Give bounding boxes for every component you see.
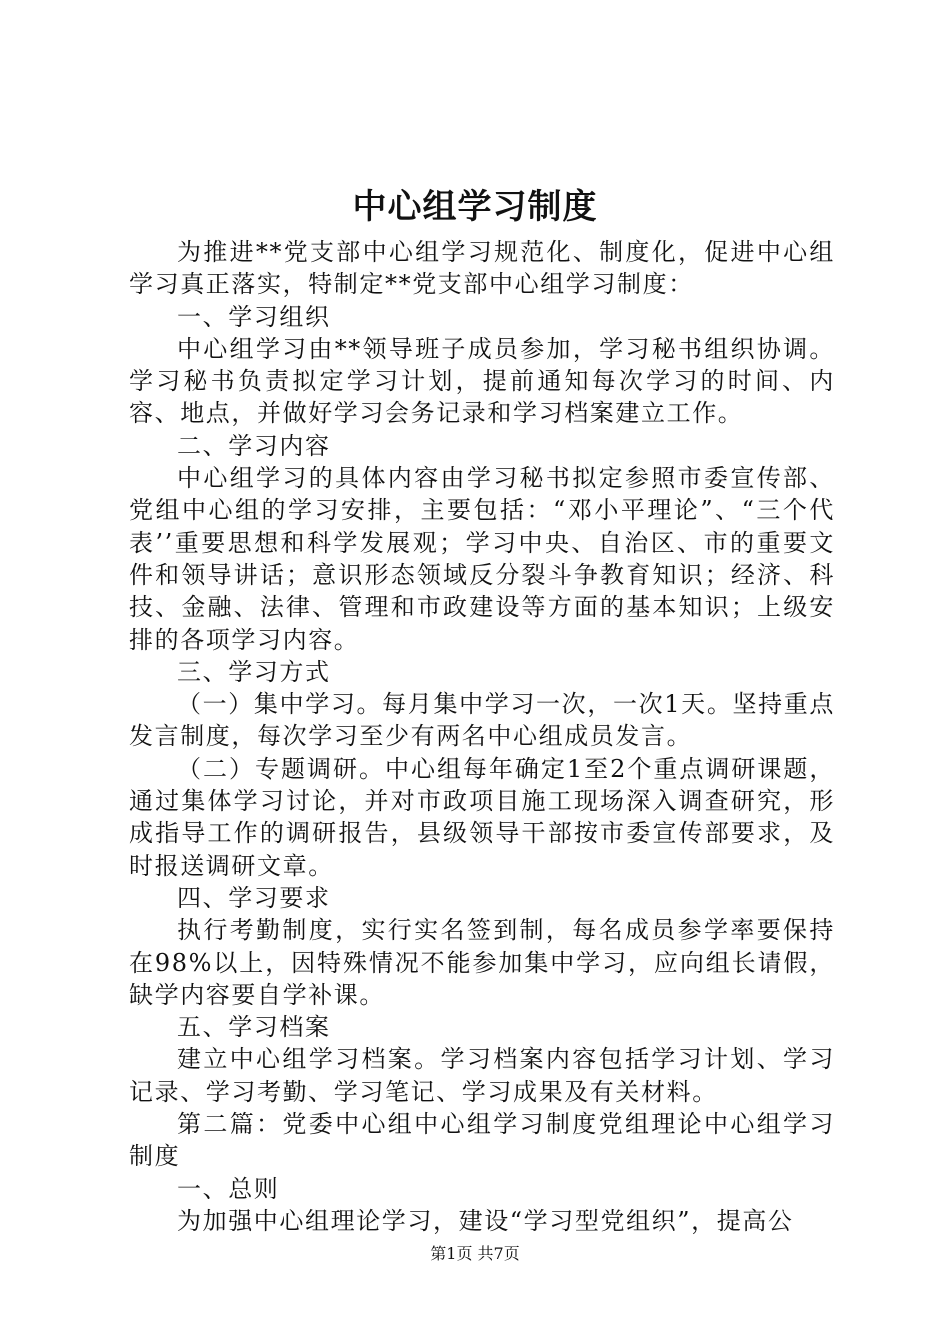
paragraph: 中心组学习由**领导班子成员参加，学习秘书组织协调。学习秘书负责拟定学习计划，提前通知每次学习的时间、内容、地点，并做好学习会务记录和学习档案建立工作。 — [129, 334, 835, 428]
section-heading: 三、学习方式 — [177, 657, 331, 686]
section-heading: 二、学习内容 — [177, 431, 331, 460]
document-body — [129, 236, 835, 1237]
section-heading: 第二篇：党委中心组中心组学习制度党组理论中心组学习制度 — [129, 1110, 835, 1171]
document-title: 中心组学习制度 — [352, 187, 598, 227]
paragraph: 为加强中心组理论学习，建设“学习型党组织”，提高公 — [177, 1206, 794, 1235]
paragraph: 执行考勤制度，实行实名签到制，每名成员参学率要保持在98%以上，因特殊情况不能参加集中学习，应向组长请假，缺学内容要自学补课。 — [129, 916, 835, 1009]
section-heading: 五、学习档案 — [177, 1013, 331, 1042]
paragraph: （一）集中学习。每月集中学习一次，一次1天。坚持重点发言制度，每次学习至少有两名中心组成员发言。 — [129, 690, 835, 751]
paragraph: 建立中心组学习档案。学习档案内容包括学习计划、学习记录、学习考勤、学习笔记、学习成果及有关材料。 — [129, 1045, 835, 1106]
paragraph: （二）专题调研。中心组每年确定1至2个重点调研课题，通过集体学习讨论，并对市政项目施工现场深入调查研究，形成指导工作的调研报告，县级领导干部按市委宣传部要求，及时报送调研文章。 — [129, 754, 835, 880]
section-heading: 一、学习组织 — [177, 302, 331, 331]
section-heading: 一、总则 — [177, 1174, 280, 1203]
paragraph: 中心组学习的具体内容由学习秘书拟定参照市委宣传部、党组中心组的学习安排，主要包括：“邓小平理论”、“三个代表’’重要思想和科学发展观；学习中央、自治区、市的重要文件和领导讲话；意识形态领域反分裂斗争教育知识；经济、科技、金融、法律、管理和市政建设等方面的基本知识；上级安排的各项学习内容。 — [129, 464, 835, 654]
paragraph: 为推进**党支部中心组学习规范化、制度化，促进中心组学习真正落实，特制定**党支部中心组学习制度： — [129, 238, 835, 299]
page-footer: 第1页 共7页 — [430, 1244, 520, 1263]
section-heading: 四、学习要求 — [177, 883, 331, 912]
